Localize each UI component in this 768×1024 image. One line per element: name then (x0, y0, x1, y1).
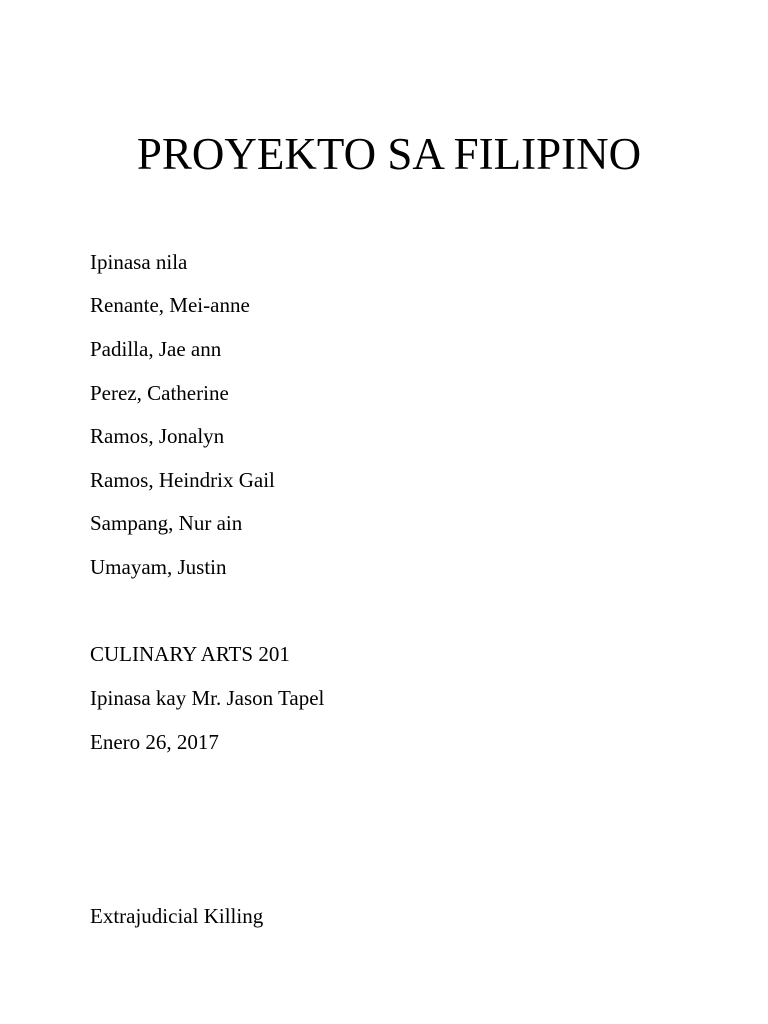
page-title: PROYEKTO SA FILIPINO (136, 129, 642, 179)
member-name: Ramos, Jonalyn (90, 424, 225, 448)
member-name: Perez, Catherine (90, 381, 229, 405)
topic-title: Extrajudicial Killing (90, 904, 264, 928)
submitted-to: Ipinasa kay Mr. Jason Tapel (90, 686, 325, 710)
member-name: Renante, Mei-anne (90, 293, 250, 317)
member-name: Padilla, Jae ann (90, 337, 222, 361)
member-name: Ramos, Heindrix Gail (90, 468, 275, 492)
member-name: Sampang, Nur ain (90, 511, 243, 535)
section-name: CULINARY ARTS 201 (90, 642, 290, 666)
member-name: Umayam, Justin (90, 555, 227, 579)
submission-date: Enero 26, 2017 (90, 730, 219, 754)
submitted-by-label: Ipinasa nila (90, 250, 188, 274)
